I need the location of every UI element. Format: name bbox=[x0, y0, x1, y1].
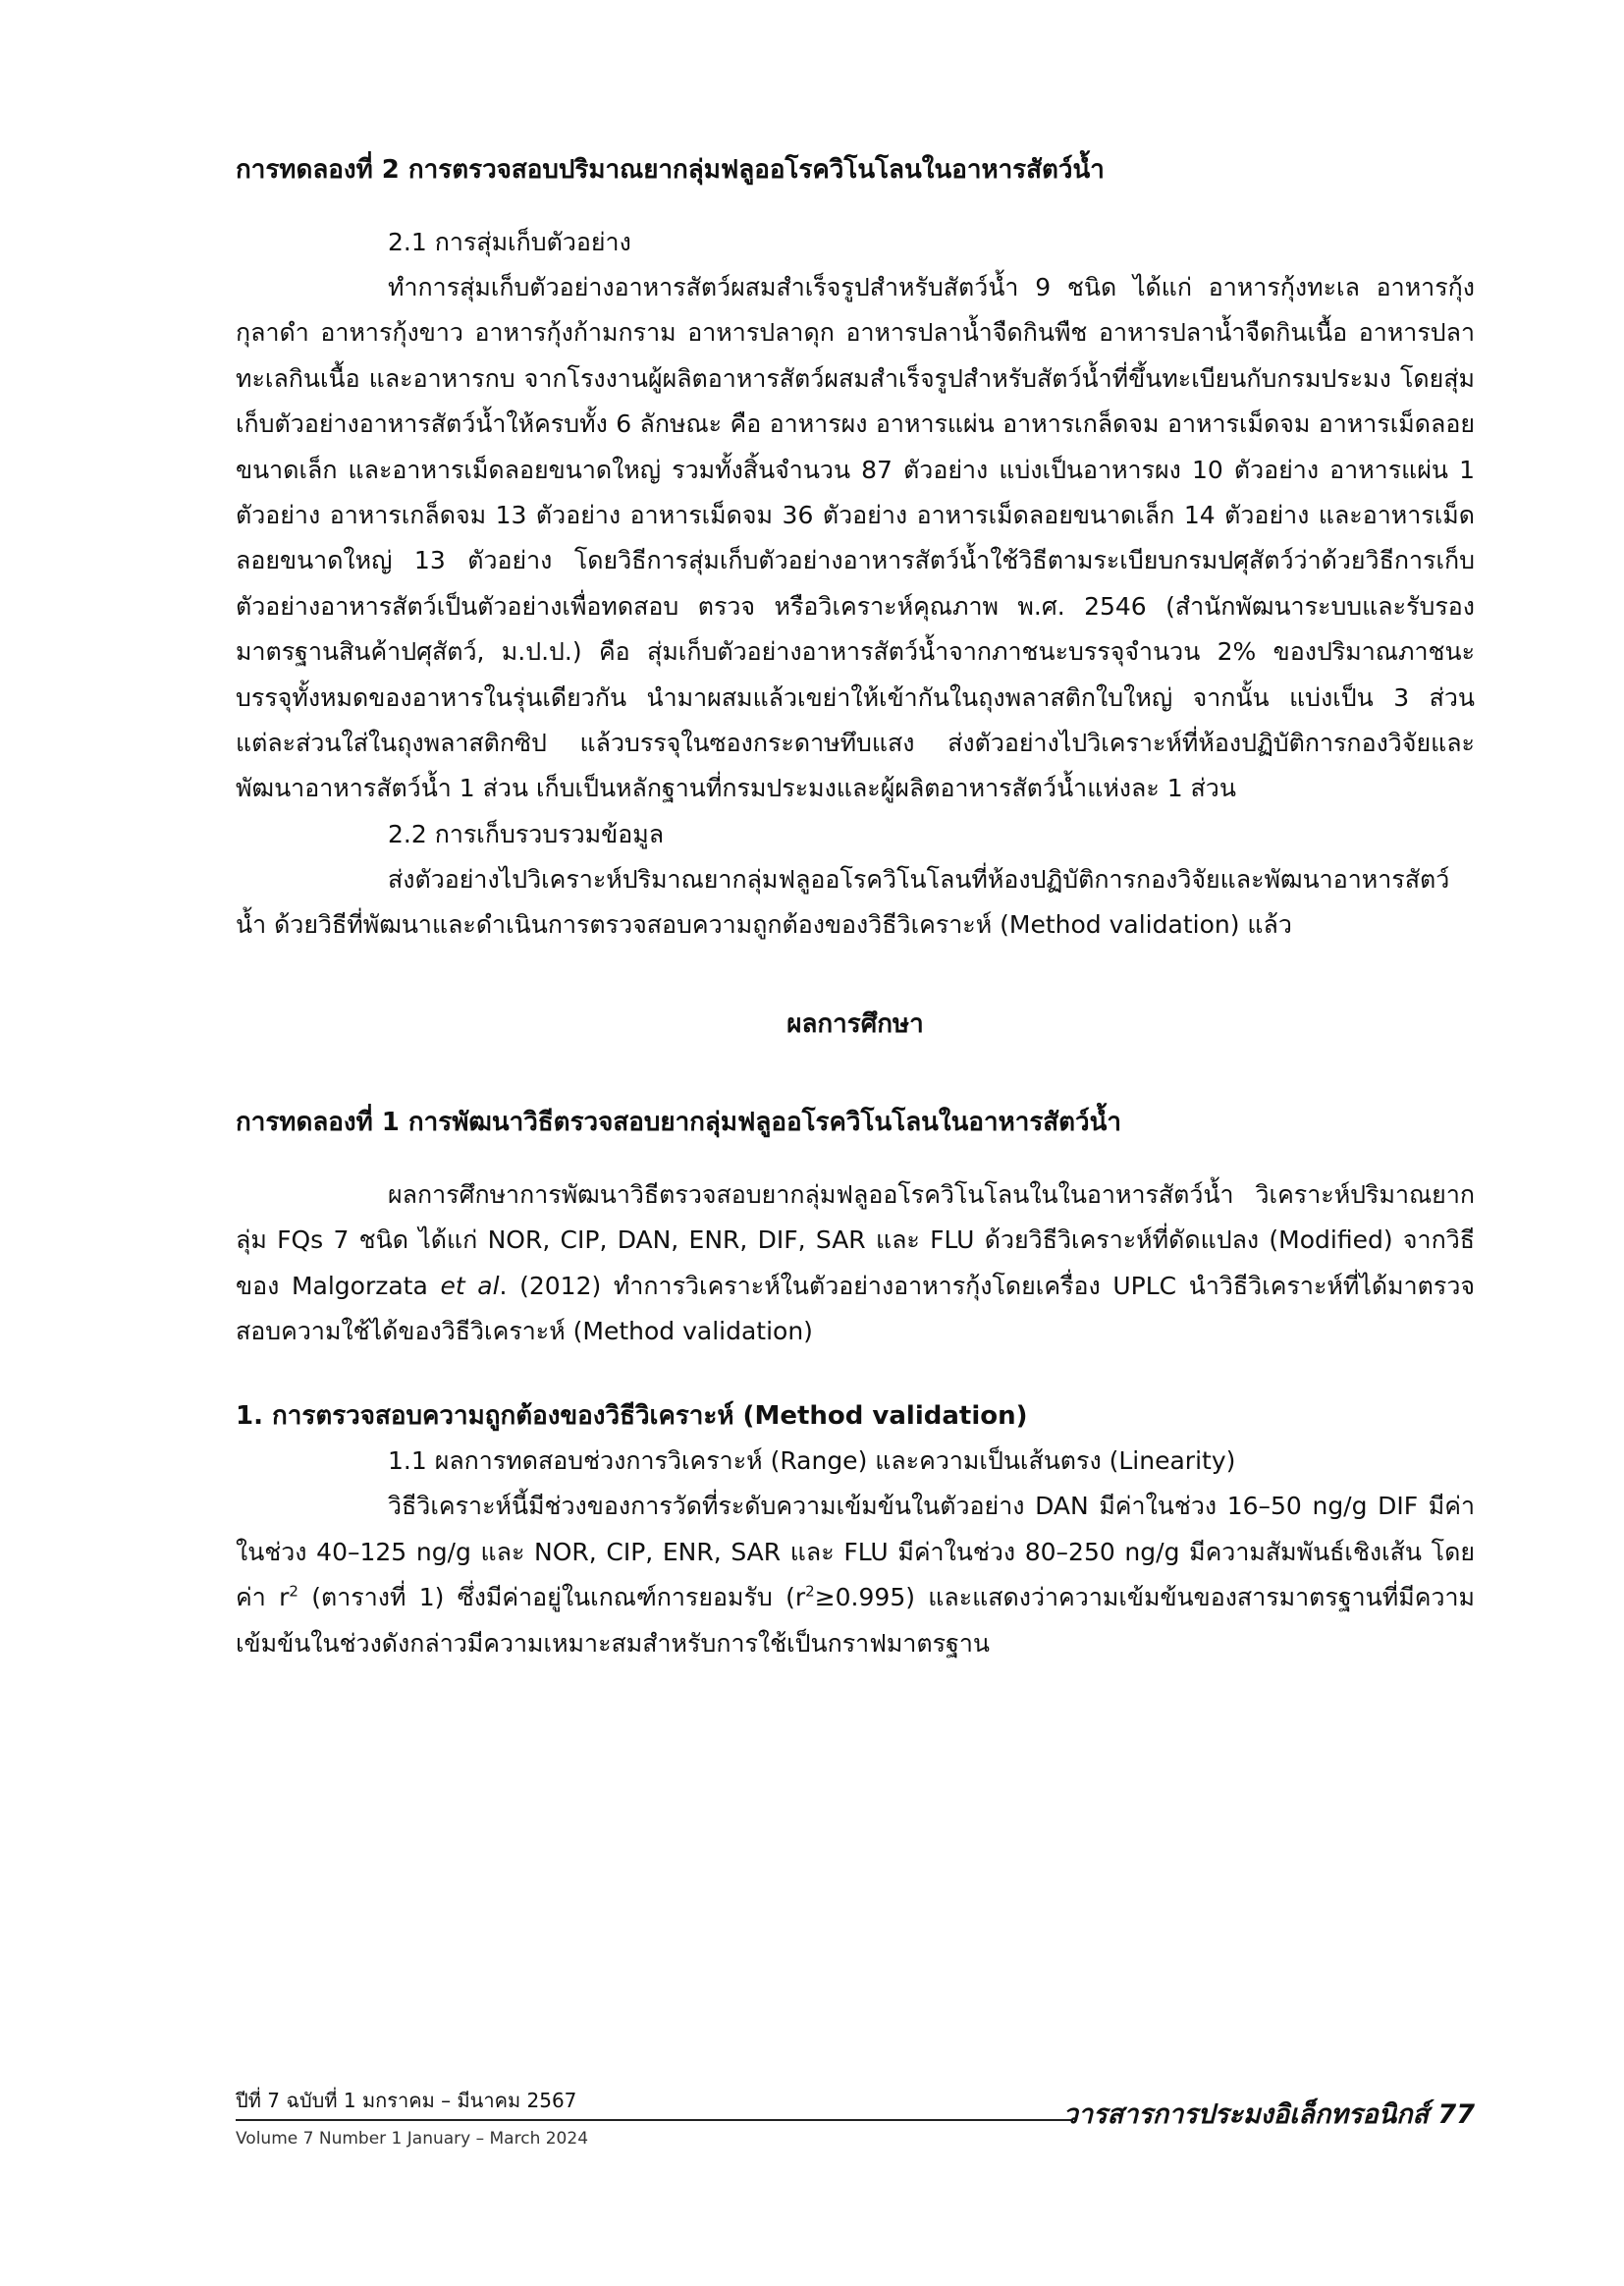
method-validation-heading: 1. การตรวจสอบความถูกต้องของวิธีวิเคราะห์ (Method validation) bbox=[236, 1401, 1028, 1432]
section-1-1-title: 1.1 ผลการทดสอบช่วงการวิเคราะห์ (Range) และความเป็นเส้นตรง (Linearity) bbox=[388, 1446, 1236, 1476]
linearity-paragraph-part-c: ≥0.995) และแสดงว่าความเข้มข้นของสารมาตรฐานที่มีความเข้มข้นในช่วงดังกล่าวมีความเหมาะสมสำหรับการใช้เป็นกราฟมาตรฐาน bbox=[236, 1583, 1476, 1658]
issue-english: Volume 7 Number 1 January – March 2024 bbox=[236, 2129, 589, 2149]
issue-thai: ปีที่ 7 ฉบับที่ 1 มกราคม – มีนาคม 2567 bbox=[236, 2089, 577, 2112]
exp1-paragraph-part-b: . (2012) ทำการวิเคราะห์ในตัวอย่างอาหารกุ้งโดยเครื่อง UPLC นำวิธีวิเคราะห์ที่ได้มาตรวจสอบความใช้ได้ของวิธีวิเคราะห์ (Method validation) bbox=[236, 1271, 1476, 1345]
linearity-paragraph-part-a: วิธีวิเคราะห์นี้มีช่วงของการวัดที่ระดับความเข้มข้นในตัวอย่าง DAN มีค่าในช่วง 16–50 ng/g DIF มีค่าในช่วง 40–125 ng/g และ NOR, CIP, ENR, SAR และ FLU มีค่าในช่วง 80–250 ng/g มีความสัมพันธ์เชิงเส้น โดยค่า r bbox=[236, 1492, 1475, 1612]
linearity-paragraph-part-b: (ตารางที่ 1) ซึ่งมีค่าอยู่ในเกณฑ์การยอมรับ (r bbox=[298, 1583, 806, 1612]
exp1-heading: การทดลองที่ 1 การพัฒนาวิธีตรวจสอบยากลุ่มฟลูออโรควิโนโลนในอาหารสัตว์น้ำ bbox=[236, 1107, 1122, 1137]
et-al-text: et al bbox=[440, 1271, 500, 1300]
footer-divider bbox=[236, 2119, 1072, 2121]
section-2-2-paragraph: ส่งตัวอย่างไปวิเคราะห์ปริมาณยากลุ่มฟลูออโรควิโนโลนที่ห้องปฏิบัติการกองวิจัยและพัฒนาอาหารสัตว์น้ำ ด้วยวิธีที่พัฒนาและดำเนินการตรวจสอบความถูกต้องของวิธีวิเคราะห์ (Method validation) แล้ว bbox=[236, 864, 1450, 940]
results-heading: ผลการศึกษา bbox=[786, 1008, 924, 1039]
journal-name: วารสารการประมงอิเล็กทรอนิกส์ bbox=[1062, 2099, 1430, 2130]
exp1-paragraph bbox=[236, 1172, 1475, 1355]
superscript-2: 2 bbox=[289, 1582, 298, 1601]
page-footer bbox=[236, 2080, 1475, 2168]
linearity-paragraph bbox=[236, 1484, 1475, 1666]
exp2-heading: การทดลองที่ 2 การตรวจสอบปริมาณยากลุ่มฟลูออโรควิโนโลนในอาหารสัตว์น้ำ bbox=[236, 155, 1105, 185]
page-content bbox=[236, 147, 1475, 1666]
exp1-paragraph-part-a: ผลการศึกษาการพัฒนาวิธีตรวจสอบยากลุ่มฟลูออโรควิโนโลนในในอาหารสัตว์น้ำ วิเคราะห์ปริมาณยากลุ่ม FQs 7 ชนิด ได้แก่ NOR, CIP, DAN, ENR, DIF, SAR และ FLU ด้วยวิธีวิเคราะห์ที่ดัดแปลง (Modified) จากวิธีของ Malgorzata bbox=[236, 1179, 1475, 1300]
superscript-2: 2 bbox=[805, 1582, 815, 1601]
page-number: 77 bbox=[1437, 2099, 1475, 2130]
section-2-2-title: 2.2 การเก็บรวบรวมข้อมูล bbox=[388, 819, 665, 848]
journal-name-and-page bbox=[1063, 2097, 1475, 2133]
section-2-1-paragraph: ทำการสุ่มเก็บตัวอย่างอาหารสัตว์ผสมสำเร็จรูปสำหรับสัตว์น้ำ 9 ชนิด ได้แก่ อาหารกุ้งทะเล อาหารกุ้งกุลาดำ อาหารกุ้งขาว อาหารกุ้งก้ามกราม อาหารปลาดุก อาหารปลาน้ำจืดกินพืช อาหารปลาน้ำจืดกินเนื้อ อาหารปลาทะเลกินเนื้อ และอาหารกบ จากโรงงานผู้ผลิตอาหารสัตว์ผสมสำเร็จรูปสำหรับสัตว์น้ำที่ขึ้นทะเบียนกับกรมประมง โดยสุ่มเก็บตัวอย่างอาหารสัตว์น้ำให้ครบทั้ง 6 ลักษณะ คือ อาหารผง อาหารแผ่น อาหารเกล็ดจม อาหารเม็ดจม อาหารเม็ดลอยขนาดเล็ก และอาหารเม็ดลอยขนาดใหญ่ รวมทั้งสิ้นจำนวน 87 ตัวอย่าง แบ่งเป็นอาหารผง 10 ตัวอย่าง อาหารแผ่น 1 ตัวอย่าง อาหารเกล็ดจม 13 ตัวอย่าง อาหารเม็ดจม 36 ตัวอย่าง อาหารเม็ดลอยขนาดเล็ก 14 ตัวอย่าง และอาหารเม็ดลอยขนาดใหญ่ 13 ตัวอย่าง โดยวิธีการสุ่มเก็บตัวอย่างอาหารสัตว์น้ำใช้วิธีตามระเบียบกรมปศุสัตว์ว่าด้วยวิธีการเก็บตัวอย่างอาหารสัตว์เป็นตัวอย่างเพื่อทดสอบ ตรวจ หรือวิเคราะห์คุณภาพ พ.ศ. 2546 (สำนักพัฒนาระบบและรับรองมาตรฐานสินค้าปศุสัตว์, ม.ป.ป.) คือ สุ่มเก็บตัวอย่างอาหารสัตว์น้ำจากภาชนะบรรจุจำนวน 2% ของปริมาณภาชนะบรรจุทั้งหมดของอาหารในรุ่นเดียวกัน นำมาผสมแล้วเขย่าให้เข้ากันในถุงพลาสติกใบใหญ่ จากนั้น แบ่งเป็น 3 ส่วน แต่ละส่วนใส่ในถุงพลาสติกซิป แล้วบรรจุในซองกระดาษทึบแสง ส่งตัวอย่างไปวิเคราะห์ที่ห้องปฏิบัติการกองวิจัยและพัฒนาอาหารสัตว์น้ำ 1 ส่วน เก็บเป็นหลักฐานที่กรมประมงและผู้ผลิตอาหารสัตว์น้ำแห่งละ 1 ส่วน bbox=[236, 273, 1475, 803]
section-2-1-title: 2.1 การสุ่มเก็บตัวอย่าง bbox=[388, 228, 631, 256]
